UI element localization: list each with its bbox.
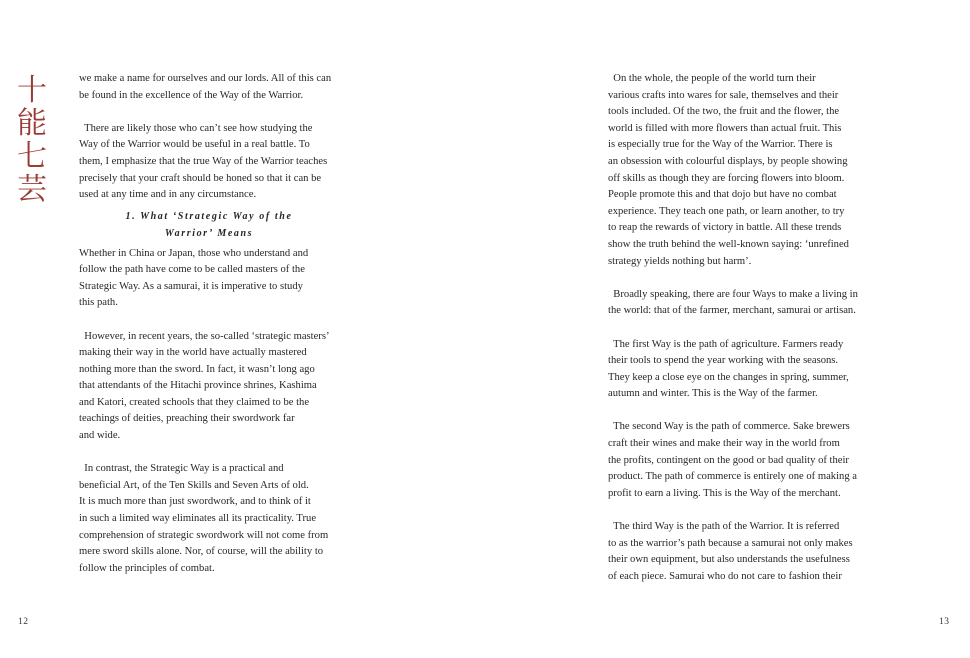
right-page-text	[608, 71, 898, 602]
text-line: that attendants of the Hitachi province shrines, Kashima	[79, 380, 317, 392]
paragraph	[79, 461, 369, 577]
paragraph	[608, 519, 898, 585]
paragraph	[79, 329, 369, 445]
text-line: various crafts into wares for sale, themselves and their	[608, 89, 839, 101]
paragraph	[608, 419, 898, 502]
text-line: nothing more than the sword. In fact, it wasn’t long ago	[79, 363, 315, 375]
page-number-left: 12	[18, 617, 29, 627]
text-line: be found in the excellence of the Way of the Warrior.	[79, 89, 304, 101]
section-heading-line: Warrior’ Means	[164, 227, 254, 239]
text-line: making their way in the world have actually mastered	[79, 347, 307, 359]
text-line: is especially true for the Way of the Warrior. There is	[608, 139, 833, 151]
paragraph	[608, 287, 898, 320]
kanji-char: 七	[17, 139, 47, 174]
text-line: and wide.	[79, 430, 121, 442]
text-line: product. The path of commerce is entirely one of making a	[608, 471, 857, 483]
kanji-char: 十	[17, 73, 47, 108]
paragraph	[608, 337, 898, 403]
text-line: In contrast, the Strategic Way is a practical and	[79, 463, 284, 475]
text-line: this path.	[79, 297, 118, 309]
text-line: them, I emphasize that the true Way of the Warrior teaches	[79, 155, 328, 167]
text-line: The first Way is the path of agriculture. Farmers ready	[608, 338, 844, 350]
text-line: However, in recent years, the so-called ‘strategic masters’	[79, 330, 330, 342]
text-line: we make a name for ourselves and our lords. All of this can	[79, 73, 332, 84]
text-line: world is filled with more flowers than actual fruit. This	[608, 122, 842, 134]
text-line: strategy yields nothing but harm’.	[608, 255, 752, 267]
text-line: mere sword skills alone. Nor, of course, will the ability to	[79, 546, 324, 558]
chapter-kanji-title	[13, 74, 51, 206]
text-line: experience. They teach one path, or learn another, to try	[608, 205, 845, 217]
text-line: of each piece. Samurai who do not care to fashion their	[608, 570, 842, 582]
text-line: an obsession with colourful displays, by people showing	[608, 155, 848, 167]
text-line: It is much more than just swordwork, and to think of it	[79, 496, 311, 508]
text-line: and Katori, created schools that they claimed to be the	[79, 396, 310, 408]
text-line: teachings of deities, preaching their swordwork far	[79, 413, 295, 425]
text-line: beneficial Art, of the Ten Skills and Seven Arts of old.	[79, 479, 309, 491]
page-number-right: 13	[939, 617, 950, 627]
text-line: show the truth behind the well-known saying: ‘unrefined	[608, 238, 849, 250]
text-line: follow the principles of combat.	[79, 562, 215, 574]
paragraph	[79, 121, 369, 204]
text-line: The third Way is the path of the Warrior. It is referred	[608, 521, 840, 533]
text-line: in such a limited way eliminates all its practicality. True	[79, 513, 317, 525]
text-line: off skills as though they are forcing flowers into bloom.	[608, 172, 845, 184]
text-line: profit to earn a living. This is the Way of the merchant.	[608, 487, 841, 499]
kanji-char: 芸	[17, 172, 47, 207]
text-line: to reap the rewards of victory in battle. All these trends	[608, 222, 842, 234]
text-line: follow the path have come to be called masters of the	[79, 264, 305, 276]
text-line: People promote this and that dojo but have no combat	[608, 189, 837, 201]
text-line: the world: that of the farmer, merchant, samurai or artisan.	[608, 305, 856, 317]
paragraph	[608, 71, 898, 270]
text-line: On the whole, the people of the world turn their	[608, 73, 816, 84]
text-line: tools included. Of the two, the fruit and the flower, the	[608, 106, 840, 118]
text-line: the profits, contingent on the good or bad quality of their	[608, 454, 849, 466]
text-line: Broadly speaking, there are four Ways to make a living in	[608, 288, 858, 300]
text-line: precisely that your craft should be honed so that it can be	[79, 172, 322, 184]
text-line: Strategic Way. As a samurai, it is imperative to study	[79, 280, 303, 292]
text-line: their tools to spend the year working with the seasons.	[608, 355, 839, 367]
text-line: Way of the Warrior would be useful in a real battle. To	[79, 139, 310, 151]
text-line: There are likely those who can’t see how studying the	[79, 122, 313, 134]
kanji-char: 能	[17, 106, 47, 141]
text-line: They keep a close eye on the changes in spring, summer,	[608, 371, 849, 383]
section-heading-line: 1. What ‘Strategic Way of the	[125, 211, 293, 223]
text-line: used at any time and in any circumstance.	[79, 189, 257, 201]
section-heading	[79, 209, 339, 242]
paragraph	[79, 246, 369, 312]
text-line: craft their wines and make their way in the world from	[608, 438, 840, 450]
text-line: their own equipment, but also understands the usefulness	[608, 554, 850, 566]
text-line: Whether in China or Japan, those who understand and	[79, 247, 309, 259]
text-line: autumn and winter. This is the Way of the farmer.	[608, 388, 818, 400]
text-line: comprehension of strategic swordwork will not come from	[79, 529, 329, 541]
text-line: to as the warrior’s path because a samurai not only makes	[608, 537, 853, 549]
left-page-text	[79, 71, 369, 594]
text-line: The second Way is the path of commerce. Sake brewers	[608, 421, 850, 433]
paragraph	[79, 71, 369, 104]
